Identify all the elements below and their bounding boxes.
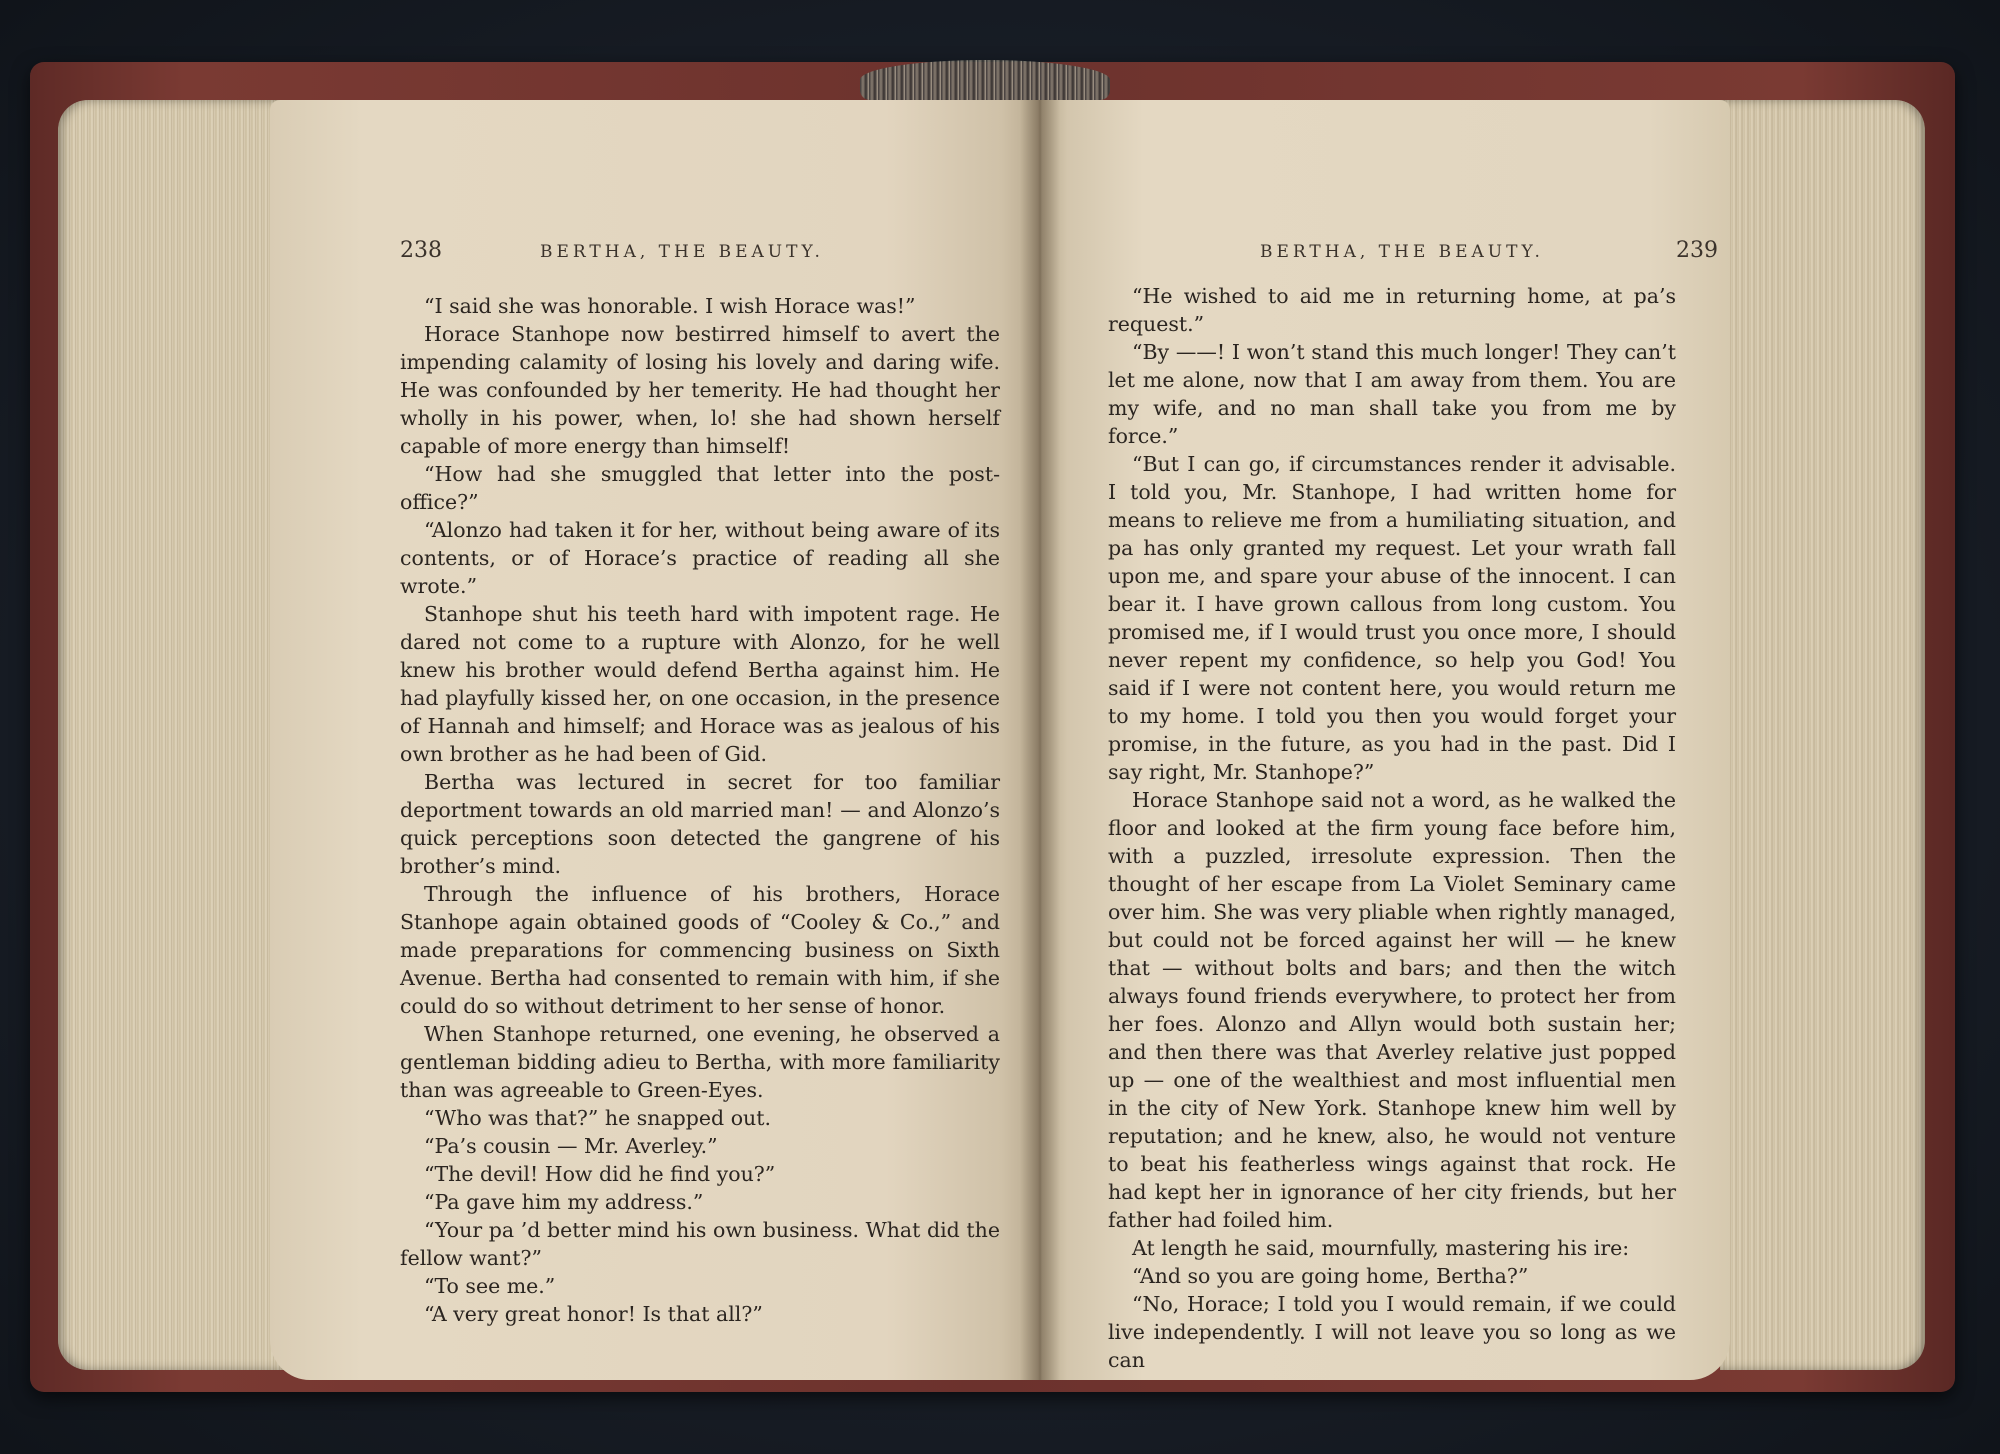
page-edges-right: [1720, 100, 1925, 1370]
left-page-number: 238: [400, 238, 442, 263]
page-edges-left: [58, 100, 288, 1370]
right-page: [1040, 100, 1730, 1380]
paragraph: When Stanhope returned, one evening, he observed a gentleman bidding adieu to Bertha, with more familiarity than was agreeable to Green-Eyes.: [400, 1022, 1000, 1102]
paragraph: Bertha was lectured in secret for too familiar deportment towards an old married man! — and Alonzo’s quick perceptions soon detected the gangrene of his brother’s mind.: [400, 770, 1000, 878]
paragraph: “No, Horace; I told you I would remain, if we could live independently. I will not leave you so long as we can: [1108, 1292, 1676, 1372]
right-page-number: 239: [1676, 238, 1718, 263]
left-page: [270, 100, 1040, 1380]
paragraph: “By ——! I won’t stand this much longer! They can’t let me alone, now that I am away from them. You are my wife, and no man shall take you from me by force.”: [1108, 340, 1676, 448]
paragraph: “He wished to aid me in returning home, at pa’s request.”: [1108, 284, 1676, 336]
paragraph: “The devil! How did he find you?”: [424, 1162, 776, 1186]
book-gutter: [1020, 100, 1060, 1380]
paragraph: “Alonzo had taken it for her, without being aware of its contents, or of Horace’s practice of reading all she wrote.”: [400, 518, 1000, 598]
paragraph: “How had she smuggled that letter into the post-office?”: [400, 462, 1000, 514]
paragraph: “To see me.”: [424, 1274, 556, 1298]
paragraph: Horace Stanhope said not a word, as he walked the floor and looked at the firm young face before him, with a puzzled, irresolute expression. Then the thought of her escape from La Violet Seminary came over him. She was very pliable when rightly managed, but could not be forced against her will — he knew that — without bolts and bars; and then the witch always found friends everywhere, to protect her from her foes. Alonzo and Allyn would both sustain her; and then there was that Averley relative just popped up — one of the wealthiest and most influential men in the city of New York. Stanhope knew him well by reputation; and he knew, also, he would not venture to beat his featherless wings against that rock. He had kept her in ignorance of her city friends, but her father had foiled him.: [1108, 788, 1676, 1232]
paragraph: “And so you are going home, Bertha?”: [1132, 1264, 1529, 1288]
paragraph: “I said she was honorable. I wish Horace was!”: [424, 294, 916, 318]
paragraph: “Who was that?” he snapped out.: [424, 1106, 771, 1130]
left-running-head: BERTHA, THE BEAUTY.: [540, 242, 824, 262]
left-page-body: [400, 292, 1000, 1328]
spine-headband: [860, 60, 1110, 100]
right-page-body: [1108, 282, 1676, 1374]
paragraph: “Pa’s cousin — Mr. Averley.”: [424, 1134, 718, 1158]
paragraph: “A very great honor! Is that all?”: [424, 1302, 763, 1326]
paragraph: “Pa gave him my address.”: [424, 1190, 704, 1214]
paragraph: “But I can go, if circumstances render it advisable. I told you, Mr. Stanhope, I had written home for means to relieve me from a humiliating situation, and pa has only granted my request. Let your wrath fall upon me, and spare your abuse of the innocent. I can bear it. I have grown callous from long custom. You promised me, if I would trust you once more, I should never repent my confidence, so help you God! You said if I were not content here, you would return me to my home. I told you then you would forget your promise, in the future, as you had in the past. Did I say right, Mr. Stanhope?”: [1108, 452, 1676, 784]
paragraph: “Your pa ’d better mind his own business. What did the fellow want?”: [400, 1218, 1000, 1270]
right-running-head: BERTHA, THE BEAUTY.: [1260, 242, 1544, 262]
paragraph: Through the influence of his brothers, Horace Stanhope again obtained goods of “Cooley & Co.,” and made preparations for commencing business on Sixth Avenue. Bertha had consented to remain with him, if she could do so without detriment to her sense of honor.: [400, 882, 1000, 1018]
paragraph: At length he said, mournfully, mastering his ire:: [1132, 1236, 1630, 1260]
paragraph: Horace Stanhope now bestirred himself to avert the impending calamity of losing his lovely and daring wife. He was confounded by her temerity. He had thought her wholly in his power, when, lo! she had shown herself capable of more energy than himself!: [400, 322, 1000, 458]
paragraph: Stanhope shut his teeth hard with impotent rage. He dared not come to a rupture with Alonzo, for he well knew his brother would defend Bertha against him. He had playfully kissed her, on one occasion, in the presence of Hannah and himself; and Horace was as jealous of his own brother as he had been of Gid.: [400, 602, 1000, 766]
